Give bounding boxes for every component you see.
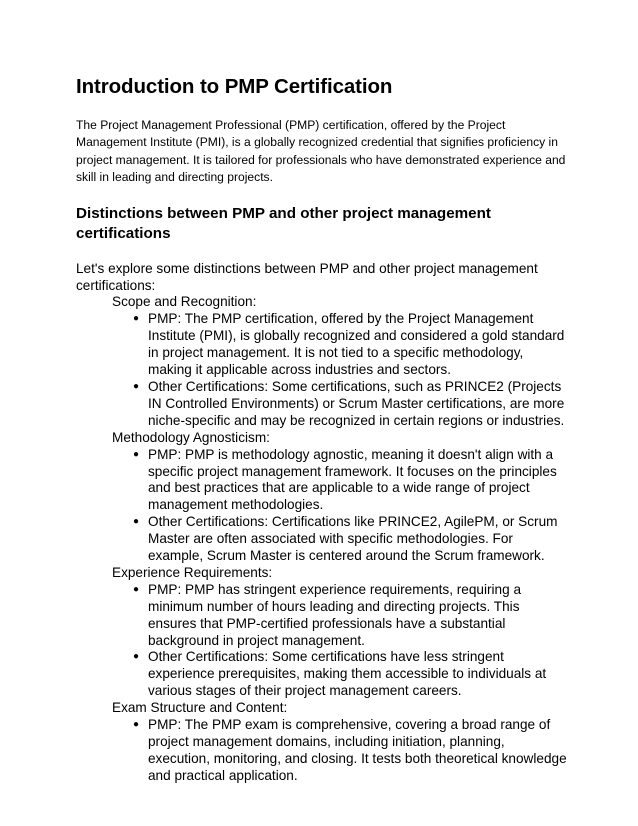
page-title: Introduction to PMP Certification (76, 75, 393, 98)
list-item-text: Other Certifications: Certifications like PRINCE2, AgilePM, or Scrum Master are often associated with specific methodologies. For example, Scrum Master is centered around the Scrum framework. (148, 514, 558, 564)
bullet-icon: ● (133, 313, 140, 325)
bullet-list (76, 447, 568, 565)
list-item (76, 311, 568, 379)
bullet-list (76, 311, 568, 429)
section-exam (76, 700, 568, 717)
list-item (76, 514, 568, 565)
section-title: Experience Requirements: (112, 564, 273, 580)
list-item-text: Other Certifications: Some certifications have less stringent experience prerequisites, making them accessible to individuals at various stages of their project management careers. (148, 649, 547, 699)
section-methodology (76, 430, 568, 447)
bullet-icon: ● (133, 380, 140, 392)
section-title: Methodology Agnosticism: (112, 429, 270, 445)
section-title: Scope and Recognition: (112, 294, 257, 310)
intro-paragraph: The Project Management Professional (PMP) certification, offered by the Project Management Institute (PMI), is a globally recognized credential that signifies proficiency in project management. It is tailored for professionals who have demonstrated experience and skill in leading and directing projects. (76, 118, 566, 185)
bullet-list (76, 582, 568, 700)
bullet-icon: ● (133, 583, 140, 595)
lead-paragraph: Let's explore some distinctions between PMP and other project management certifications: (76, 260, 538, 293)
list-item-text: Other Certifications: Some certifications, such as PRINCE2 (Projects IN Controlled Environments) or Scrum Master certifications, are more niche-specific and may be recognized in certain regions or industries. (148, 378, 565, 428)
list-item-text: PMP: PMP has stringent experience requirements, requiring a minimum number of hours leading and directing projects. This ensures that PMP-certified professionals have a substantial background in project management. (148, 581, 522, 648)
section-experience (76, 565, 568, 582)
list-item-text: PMP: PMP is methodology agnostic, meaning it doesn't align with a specific project management framework. It focuses on the principles and best practices that are applicable to a wide range of project management methodologies. (148, 446, 557, 513)
bullet-icon: ● (133, 719, 140, 731)
list-item-text: PMP: The PMP exam is comprehensive, covering a broad range of project management domains, including initiation, planning, execution, monitoring, and closing. It tests both theoretical knowledge and practical application. (148, 717, 567, 783)
bullet-list (76, 717, 568, 785)
list-item (76, 717, 568, 785)
list-item (76, 379, 568, 430)
document-page (76, 74, 568, 785)
list-item (76, 649, 568, 700)
bullet-icon: ● (133, 516, 140, 528)
bullet-icon: ● (133, 448, 140, 460)
bullet-icon: ● (133, 651, 140, 663)
list-item (76, 447, 568, 515)
list-item (76, 582, 568, 650)
section-title: Exam Structure and Content: (112, 700, 288, 716)
section-heading: Distinctions between PMP and other project management certifications (76, 204, 491, 242)
section-scope (76, 294, 568, 311)
list-item-text: PMP: The PMP certification, offered by the Project Management Institute (PMI), is globally recognized and considered a gold standard in project management. It is not tied to a specific methodology, making it applicable across industries and sectors. (148, 311, 565, 378)
